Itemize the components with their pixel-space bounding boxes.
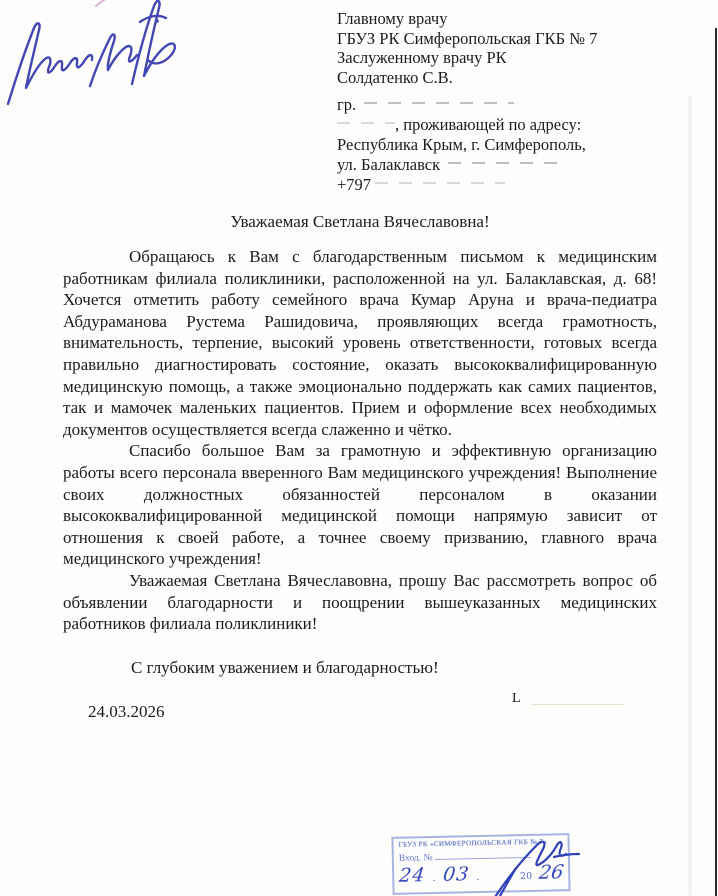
signature-remnant: L [512, 691, 521, 706]
stamp-separator: . [476, 870, 480, 884]
stamp-year-handwritten: 26 [537, 861, 565, 884]
scan-smudge [688, 95, 692, 895]
redaction-marks [375, 182, 505, 184]
handwritten-note-ink [0, 0, 204, 132]
stamp-org-line: ГБУЗ РК «СИМФЕРОПОЛЬСКАЯ ГКБ № 7» [398, 837, 548, 849]
salutation: Уважаемая Светлана Вячеславовна! [230, 212, 490, 231]
closing-line: С глубоким уважением и благодарностью! [131, 657, 439, 677]
sender-block [337, 95, 586, 195]
redaction-marks [337, 122, 395, 124]
redaction-marks [448, 162, 568, 164]
scan-edge-line [715, 28, 717, 896]
sender-line: Республика Крым, г. Симферополь, [337, 135, 586, 154]
faint-scan-trace [531, 704, 623, 705]
sender-line [337, 155, 586, 175]
paragraph-2: Спасибо большое Вам за грамотную и эффективную организацию работы всего персонала вверенного Вам медицинского учреждения! Выполнение своих должностных обязанностей персоналом в оказании высококвалифицированной медицинской помощи напрямую зависит от отношения к своей работе, а точнее своему призванию, главного врача медицинского учреждения! [63, 441, 657, 569]
redaction-marks [364, 102, 514, 104]
letter-body [63, 246, 657, 678]
sender-line [337, 175, 586, 195]
stamp-incoming-label: Вход. № [398, 853, 433, 864]
stamp-day: 24 [397, 864, 427, 887]
stamp-separator: . [432, 870, 437, 885]
paragraph-3: Уважаемая Светлана Вячеславовна, прошу Вас рассмотреть вопрос об объявлении благодарности и поощрении вышеуказанных медицинских работников филиала поликлиники! [63, 570, 657, 634]
letter-date: 24.03.2026 [88, 702, 165, 721]
recipient-line: Заслуженному врачу РК [337, 48, 507, 67]
sender-street: ул. Балаклавск [337, 155, 441, 174]
signature-ink-stroke [448, 824, 598, 896]
recipient-block [337, 9, 597, 87]
stamp-month: 03 [441, 863, 471, 886]
recipient-line: Главному врачу [337, 9, 448, 28]
sender-line [337, 115, 586, 135]
sender-line [337, 95, 586, 115]
paragraph-1: Обращаюсь к Вам с благодарственным письмом к медицинским работникам филиала поликлиники, расположенной на ул. Балаклавская, д. 68! Хочется отметить работу семейного врача Кумар Аруна и врача-педиатра Абдураманова Рустема Рашидовича, проявляющих всегда грамотность, внимательность, терпение, высокий уровень ответственности, готовых всегда правильно диагностировать состояние, оказать высококвалифицированную медицинскую помощь, а также эмоционально поддержать как самих пациентов, так и мамочек маленьких пациентов. Прием и оформление всех необходимых документов осуществляется всегда слаженно и чётко. [63, 247, 657, 439]
recipient-line: ГБУЗ РК Симферопольская ГКБ № 7 [337, 28, 598, 48]
sender-prefix: гр. [337, 95, 357, 114]
recipient-line: Солдатенко С.В. [337, 67, 453, 87]
sender-phone-prefix: +797 [337, 175, 372, 194]
stamp-year-prefix: 20 [519, 870, 533, 883]
sender-address-intro: , проживающей по адресу: [395, 115, 582, 134]
